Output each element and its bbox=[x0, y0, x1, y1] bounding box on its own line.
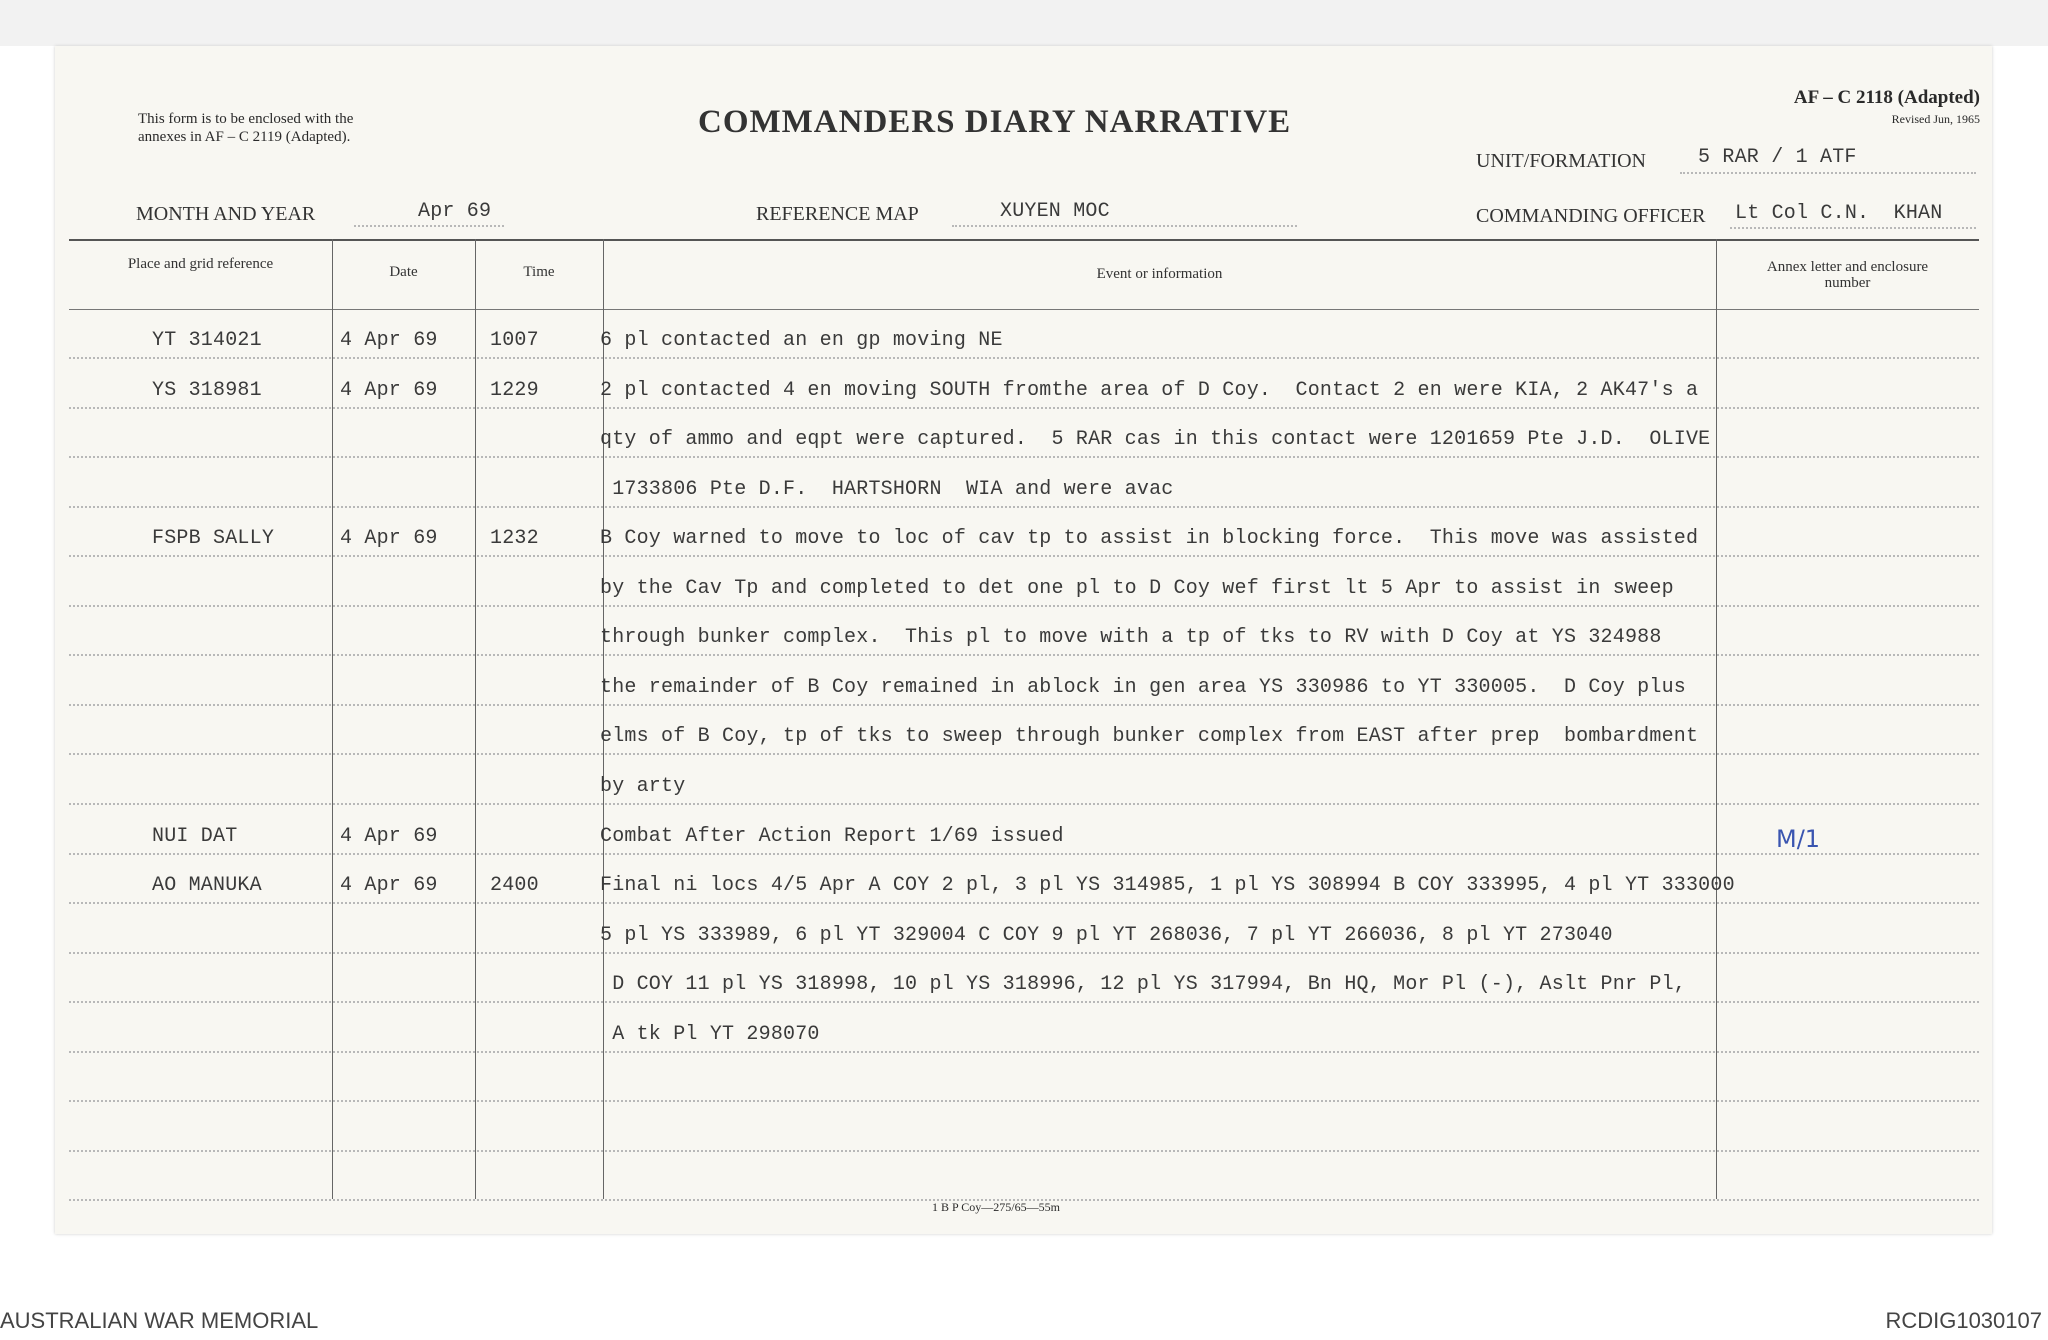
event-line: 1733806 Pte D.F. HARTSHORN WIA and were avac bbox=[600, 477, 1174, 501]
event-line: A tk Pl YT 298070 bbox=[600, 1022, 820, 1046]
form-note-line: annexes in AF – C 2119 (Adapted). bbox=[138, 129, 351, 145]
entry-time: 1007 bbox=[490, 329, 539, 352]
form-note bbox=[138, 110, 353, 146]
ruled-line bbox=[69, 605, 1979, 607]
entry-time: 1232 bbox=[490, 527, 539, 551]
ruled-line bbox=[69, 803, 1979, 805]
entry-date: 4 Apr 69 bbox=[340, 874, 438, 898]
unit-value: 5 RAR / 1 ATF bbox=[1698, 146, 1857, 169]
place-grid-ref: YT 314021 bbox=[152, 329, 262, 352]
ruled-line bbox=[69, 704, 1979, 706]
revised-date: Revised Jun, 1965 bbox=[1891, 112, 1980, 126]
ruled-line bbox=[69, 1001, 1979, 1003]
map-label: REFERENCE MAP bbox=[756, 203, 919, 225]
event-line: D COY 11 pl YS 318998, 10 pl YS 318996, 12 pl YS 317994, Bn HQ, Mor Pl (-), Aslt Pnr Pl, bbox=[600, 973, 1686, 997]
annex-number: M/1 bbox=[1776, 824, 1821, 853]
map-value: XUYEN MOC bbox=[1000, 200, 1110, 223]
ruled-line bbox=[69, 753, 1979, 755]
entry-time: 1229 bbox=[490, 378, 539, 402]
commanding-officer-value: Lt Col C.N. KHAN bbox=[1735, 202, 1943, 225]
form-number: AF – C 2118 (Adapted) bbox=[1793, 87, 1980, 108]
ruled-line bbox=[69, 952, 1979, 954]
month-value: Apr 69 bbox=[418, 200, 492, 223]
table-top-rule bbox=[69, 239, 1979, 241]
event-line: the remainder of B Coy remained in ablock in gen area YS 330986 to YT 330005. D Coy plus bbox=[600, 675, 1686, 699]
event-line: 6 pl contacted an en gp moving NE bbox=[600, 329, 1003, 352]
ruled-line bbox=[69, 853, 1979, 855]
ruled-line bbox=[69, 407, 1979, 409]
event-line: elms of B Coy, tp of tks to sweep through bunker complex from EAST after prep bombardment bbox=[600, 725, 1699, 749]
header-bottom-rule bbox=[69, 309, 1979, 310]
event-line: 2 pl contacted 4 en moving SOUTH fromthe area of D Coy. Contact 2 en were KIA, 2 AK47's a bbox=[600, 378, 1699, 402]
event-line: Final ni locs 4/5 Apr A COY 2 pl, 3 pl YS 314985, 1 pl YS 308994 B COY 333995, 4 pl YT 333000 bbox=[600, 874, 1735, 898]
page-title: COMMANDERS DIARY NARRATIVE bbox=[698, 104, 1292, 140]
entry-date: 4 Apr 69 bbox=[340, 824, 438, 848]
place-grid-ref: NUI DAT bbox=[152, 824, 238, 848]
ruled-line bbox=[69, 555, 1979, 557]
form-note-line: This form is to be enclosed with the bbox=[138, 111, 354, 127]
entry-date: 4 Apr 69 bbox=[340, 527, 438, 551]
event-line: 5 pl YS 333989, 6 pl YT 329004 C COY 9 pl YT 268036, 7 pl YT 266036, 8 pl YT 273040 bbox=[600, 923, 1613, 947]
event-line: through bunker complex. This pl to move with a tp of tks to RV with D Coy at YS 324988 bbox=[600, 626, 1662, 650]
event-line: Combat After Action Report 1/69 issued bbox=[600, 824, 1064, 848]
archive-name: AUSTRALIAN WAR MEMORIAL bbox=[0, 1308, 319, 1333]
col-header-date: Date bbox=[389, 264, 418, 280]
ruled-line bbox=[69, 456, 1979, 458]
background-band bbox=[0, 0, 2048, 46]
ruled-line bbox=[69, 902, 1979, 904]
record-id: RCDIG1030107 bbox=[1885, 1308, 2042, 1333]
event-line: qty of ammo and eqpt were captured. 5 RAR cas in this contact were 1201659 Pte J.D. OLIVE bbox=[600, 428, 1711, 452]
ruled-line bbox=[69, 506, 1979, 508]
ruled-line bbox=[69, 1150, 1979, 1152]
ruled-line bbox=[69, 1051, 1979, 1053]
place-grid-ref: FSPB SALLY bbox=[152, 527, 275, 551]
entry-time: 2400 bbox=[490, 874, 539, 898]
event-line: by the Cav Tp and completed to det one pl to D Coy wef first lt 5 Apr to assist in sweep bbox=[600, 576, 1674, 600]
entry-date: 4 Apr 69 bbox=[340, 329, 438, 352]
ruled-line bbox=[69, 1100, 1979, 1102]
place-grid-ref: YS 318981 bbox=[152, 378, 262, 402]
commanding-officer-label: COMMANDING OFFICER bbox=[1476, 205, 1706, 227]
col-header-place: Place and grid reference bbox=[127, 256, 274, 272]
ruled-line bbox=[69, 357, 1979, 359]
entry-date: 4 Apr 69 bbox=[340, 378, 438, 402]
col-header-event: Event or information bbox=[1096, 266, 1223, 282]
col-header-time: Time bbox=[523, 264, 555, 280]
unit-label: UNIT/FORMATION bbox=[1476, 150, 1646, 172]
ruled-line bbox=[69, 654, 1979, 656]
event-line: by arty bbox=[600, 774, 686, 798]
place-grid-ref: AO MANUKA bbox=[152, 874, 262, 898]
print-code: 1 B P Coy—275/65—55m bbox=[932, 1200, 1060, 1214]
col-header-annex: Annex letter and enclosure number bbox=[1766, 259, 1929, 291]
event-line: B Coy warned to move to loc of cav tp to assist in blocking force. This move was assisted bbox=[600, 527, 1699, 551]
month-label: MONTH AND YEAR bbox=[136, 203, 316, 225]
